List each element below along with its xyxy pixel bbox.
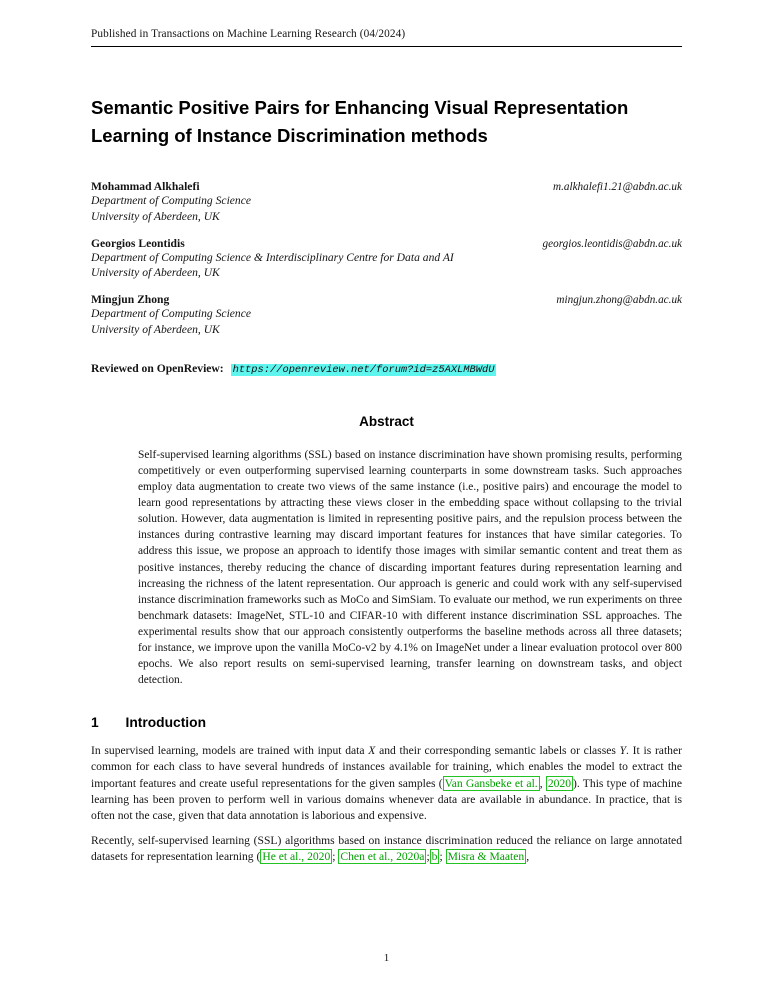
author-block — [91, 180, 682, 224]
section-heading-introduction — [91, 715, 682, 730]
citation-link[interactable]: 2020 — [547, 776, 572, 790]
author-affiliation: University of Aberdeen, UK — [91, 322, 220, 336]
author-block — [91, 293, 682, 337]
author-affiliation: University of Aberdeen, UK — [91, 209, 220, 223]
section-title: Introduction — [125, 715, 206, 731]
author-row — [91, 293, 682, 306]
author-affiliation: Department of Computing Science — [91, 194, 252, 208]
openreview-label: Reviewed on OpenReview: — [91, 362, 224, 375]
author-name: Mingjun Zhong — [91, 293, 170, 307]
author-row — [91, 237, 682, 250]
author-affiliation: Department of Computing Science & Interdisciplinary Centre for Data and AI — [91, 250, 454, 264]
author-email: mingjun.zhong@abdn.ac.uk — [556, 294, 682, 307]
openreview-line — [91, 362, 682, 376]
author-affiliation: Department of Computing Science — [91, 307, 252, 321]
citation-link[interactable]: He et al., 2020 — [262, 850, 331, 864]
text-run: ; — [439, 850, 446, 864]
author-email: m.alkhalefi1.21@abdn.ac.uk — [553, 181, 682, 194]
text-run: ). This type of machine learning has been proven to perform well in various domains whenever data are available in abundance. In practice, that is often not the case, given that data annotation is laborious and expensive. — [91, 776, 682, 823]
author-name: Georgios Leontidis — [91, 236, 185, 250]
author-name: Mohammad Alkhalefi — [91, 180, 200, 194]
section-number: 1 — [91, 715, 99, 731]
text-run: In supervised learning, models are trained with input data — [91, 744, 369, 758]
text-run: Recently, self-supervised learning (SSL) algorithms based on instance discrimination reduced the reliance on large annotated datasets for representation learning ( — [91, 834, 682, 864]
author-row — [91, 180, 682, 193]
author-affiliation: University of Aberdeen, UK — [91, 266, 220, 280]
citation-link[interactable]: Van Gansbeke et al. — [444, 776, 538, 790]
math-var: Y — [619, 744, 627, 758]
author-block — [91, 237, 682, 281]
intro-paragraph-1 — [91, 743, 682, 824]
text-run: and their corresponding semantic labels or classes — [375, 744, 620, 758]
text-run: . It is rather common for each class to have several hundreds of instances available for training, which enables the model to extract the important features and create useful representations for the given samples ( — [91, 744, 682, 790]
author-email: georgios.leontidis@abdn.ac.uk — [542, 237, 682, 250]
abstract-section — [91, 414, 682, 688]
abstract-text: Self-supervised learning algorithms (SSL) based on instance discrimination have shown promising results, performing competitively or even outperforming supervised learning counterparts in some downstream tasks. Such approaches employ data augmentation to create two views of the same instance (i.e., positive pairs) and encourage the model to learn good representations by attracting these views closer in the embedding space without collapsing to the trivial solution. However, data augmentation is limited in representing positive pairs, and the repulsion process between the instances during contrastive learning may discard important features for instances that have similar categories. To address this issue, we propose an approach to identify those images with similar semantic content and treat them as positive instances, thereby reducing the chance of discarding important features during representation learning and increasing the richness of the latent representation. Our approach is generic and could work with any self-supervised instance discrimination frameworks such as MoCo and SimSiam. To evaluate our method, we run experiments on three benchmark datasets: ImageNet, STL-10 and CIFAR-10 with different instance discrimination SSL approaches. The experimental results show that our approach consistently outperforms the baseline methods across all three datasets; for instance, we improve upon the vanilla MoCo-v2 by 4.1% on ImageNet under a linear evaluation protocol over 800 epochs. We also report results on semi-supervised learning, transfer learning on downstream tasks, and object detection. — [138, 449, 682, 687]
text-run: ; — [426, 850, 430, 864]
citation-link[interactable]: Misra & Maaten — [447, 850, 525, 864]
text-run: ; — [332, 850, 339, 864]
paper-title: Semantic Positive Pairs for Enhancing Visual Representation Learning of Instance Discrimination methods — [91, 97, 629, 147]
journal-header: Published in Transactions on Machine Learning Research (04/2024) — [91, 28, 682, 47]
citation-link[interactable]: b — [431, 850, 438, 864]
authors-block — [91, 180, 682, 337]
text-run: , — [539, 776, 546, 790]
math-var: X — [368, 744, 376, 758]
intro-paragraph-2 — [91, 833, 682, 865]
text-run: , — [526, 850, 530, 864]
openreview-link[interactable]: https://openreview.net/forum?id=z5AXLMBWdU — [232, 364, 495, 376]
abstract-heading: Abstract — [359, 414, 414, 429]
citation-link[interactable]: Chen et al., 2020a — [340, 850, 425, 864]
page-number: 1 — [383, 952, 390, 964]
